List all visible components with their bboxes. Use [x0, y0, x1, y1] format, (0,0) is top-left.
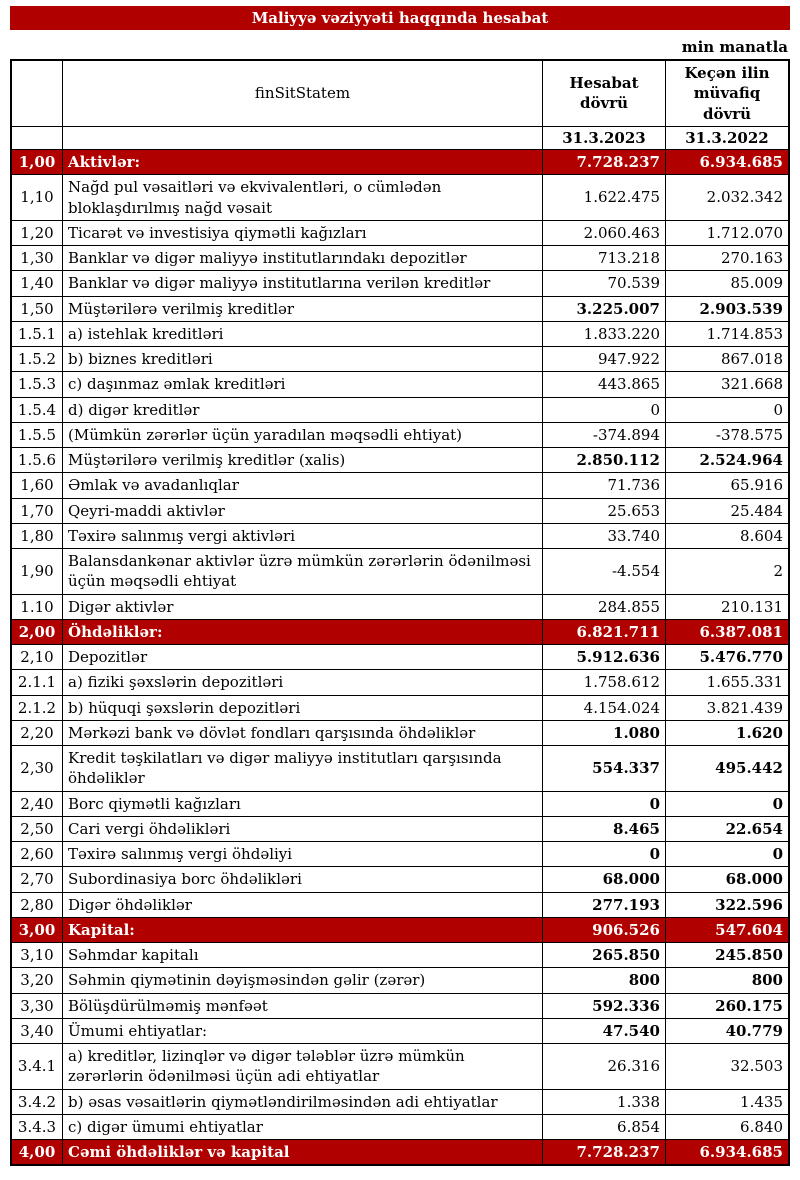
table-row: [11, 1018, 789, 1043]
row-value-prior: 22.654: [666, 816, 790, 841]
row-value-prior: 322.596: [666, 892, 790, 917]
row-code: 1,90: [11, 549, 63, 595]
row-code: 1,30: [11, 246, 63, 271]
row-value-current: 71.736: [543, 473, 666, 498]
row-value-current: 3.225.007: [543, 296, 666, 321]
row-value-prior: 0: [666, 842, 790, 867]
row-code: 2.1.1: [11, 670, 63, 695]
row-label: Banklar və digər maliyyə institutlarına verilən kreditlər: [63, 271, 543, 296]
row-value-prior: 260.175: [666, 993, 790, 1018]
row-code: 3.4.3: [11, 1114, 63, 1139]
row-value-current: 7.728.237: [543, 150, 666, 175]
table-row: [11, 594, 789, 619]
section-row: [11, 917, 789, 942]
row-code: 3,30: [11, 993, 63, 1018]
row-value-prior: 65.916: [666, 473, 790, 498]
row-value-prior: 0: [666, 791, 790, 816]
dates-row: [11, 126, 789, 149]
report-title-banner: [10, 6, 790, 30]
row-code: 1,40: [11, 271, 63, 296]
row-value-current: 277.193: [543, 892, 666, 917]
table-row: [11, 473, 789, 498]
row-code: 2.1.2: [11, 695, 63, 720]
row-code: 1.5.6: [11, 448, 63, 473]
row-code: 1,20: [11, 220, 63, 245]
report-title: Maliyyə vəziyyəti haqqında hesabat: [251, 9, 549, 27]
row-value-current: 4.154.024: [543, 695, 666, 720]
row-value-current: 26.316: [543, 1044, 666, 1090]
row-code: 3,00: [11, 917, 63, 942]
row-code: 1.5.5: [11, 422, 63, 447]
row-value-current: -374.894: [543, 422, 666, 447]
table-row: [11, 892, 789, 917]
row-label: a) istehlak kreditləri: [63, 321, 543, 346]
row-code: 1,50: [11, 296, 63, 321]
row-code: 4,00: [11, 1140, 63, 1166]
row-value-current: 47.540: [543, 1018, 666, 1043]
row-value-current: 592.336: [543, 993, 666, 1018]
table-row: [11, 296, 789, 321]
row-value-prior: 85.009: [666, 271, 790, 296]
row-value-prior: 68.000: [666, 867, 790, 892]
table-row: [11, 720, 789, 745]
table-row: [11, 1114, 789, 1139]
row-value-prior: 0: [666, 397, 790, 422]
row-label: b) hüquqi şəxslərin depozitləri: [63, 695, 543, 720]
row-label: Cari vergi öhdəlikləri: [63, 816, 543, 841]
row-label: b) əsas vəsaitlərin qiymətləndirilməsindən adi ehtiyatlar: [63, 1089, 543, 1114]
row-label: Səhmin qiymətinin dəyişməsindən gəlir (zərər): [63, 968, 543, 993]
section-row: [11, 1140, 789, 1166]
header-row: [11, 60, 789, 126]
row-value-prior: 40.779: [666, 1018, 790, 1043]
row-value-current: 0: [543, 397, 666, 422]
table-row: [11, 968, 789, 993]
row-code: 3.4.1: [11, 1044, 63, 1090]
row-value-prior: 6.934.685: [666, 150, 790, 175]
row-label: b) biznes kreditləri: [63, 347, 543, 372]
row-value-prior: -378.575: [666, 422, 790, 447]
row-value-current: 7.728.237: [543, 1140, 666, 1166]
row-value-prior: 5.476.770: [666, 645, 790, 670]
row-code: 1.10: [11, 594, 63, 619]
statement-column-header: finSitStatem: [63, 60, 543, 126]
row-label: Cəmi öhdəliklər və kapital: [63, 1140, 543, 1166]
table-row: [11, 1089, 789, 1114]
row-value-current: 0: [543, 791, 666, 816]
row-value-prior: 2: [666, 549, 790, 595]
table-row: [11, 746, 789, 792]
table-row: [11, 347, 789, 372]
row-value-prior: 1.714.853: [666, 321, 790, 346]
row-value-prior: 1.435: [666, 1089, 790, 1114]
row-value-prior: 270.163: [666, 246, 790, 271]
row-label: Mərkəzi bank və dövlət fondları qarşısında öhdəliklər: [63, 720, 543, 745]
row-code: 2,60: [11, 842, 63, 867]
row-code: 1,60: [11, 473, 63, 498]
row-code: 1,80: [11, 523, 63, 548]
row-label: a) fiziki şəxslərin depozitləri: [63, 670, 543, 695]
row-value-prior: 3.821.439: [666, 695, 790, 720]
table-row: [11, 670, 789, 695]
section-row: [11, 150, 789, 175]
table-body: [11, 150, 789, 1166]
row-value-current: 6.854: [543, 1114, 666, 1139]
row-value-prior: 547.604: [666, 917, 790, 942]
row-label: Təxirə salınmış vergi aktivləri: [63, 523, 543, 548]
row-label: d) digər kreditlər: [63, 397, 543, 422]
row-code: 1,10: [11, 175, 63, 221]
row-value-prior: 6.387.081: [666, 619, 790, 644]
row-value-current: 68.000: [543, 867, 666, 892]
row-label: Banklar və digər maliyyə institutlarındakı depozitlər: [63, 246, 543, 271]
row-code: 1.5.4: [11, 397, 63, 422]
row-value-current: 713.218: [543, 246, 666, 271]
table-row: [11, 498, 789, 523]
row-label: Bölüşdürülməmiş mənfəət: [63, 993, 543, 1018]
table-row: [11, 321, 789, 346]
row-value-current: 5.912.636: [543, 645, 666, 670]
row-value-prior: 800: [666, 968, 790, 993]
code-column-header: [11, 60, 63, 126]
table-row: [11, 271, 789, 296]
row-value-prior: 321.668: [666, 372, 790, 397]
row-label: Ümumi ehtiyatlar:: [63, 1018, 543, 1043]
row-code: 2,70: [11, 867, 63, 892]
row-value-current: 1.622.475: [543, 175, 666, 221]
table-row: [11, 695, 789, 720]
row-code: 3,10: [11, 943, 63, 968]
unit-note: min manatla: [681, 38, 788, 56]
row-value-current: -4.554: [543, 549, 666, 595]
table-row: [11, 867, 789, 892]
table-row: [11, 246, 789, 271]
table-row: [11, 549, 789, 595]
row-value-prior: 210.131: [666, 594, 790, 619]
row-value-current: 1.338: [543, 1089, 666, 1114]
row-label: (Mümkün zərərlər üçün yaradılan məqsədli ehtiyat): [63, 422, 543, 447]
table-row: [11, 1044, 789, 1090]
row-label: Depozitlər: [63, 645, 543, 670]
row-label: c) daşınmaz əmlak kreditləri: [63, 372, 543, 397]
row-value-current: 8.465: [543, 816, 666, 841]
row-code: 3,20: [11, 968, 63, 993]
row-code: 1,70: [11, 498, 63, 523]
code-date-cell: [11, 126, 63, 149]
row-label: Digər aktivlər: [63, 594, 543, 619]
row-value-prior: 495.442: [666, 746, 790, 792]
row-code: 1.5.2: [11, 347, 63, 372]
row-value-current: 6.821.711: [543, 619, 666, 644]
row-label: Ticarət və investisiya qiymətli kağızları: [63, 220, 543, 245]
row-label: Təxirə salınmış vergi öhdəliyi: [63, 842, 543, 867]
row-value-prior: 1.655.331: [666, 670, 790, 695]
row-value-prior: 8.604: [666, 523, 790, 548]
row-value-current: 947.922: [543, 347, 666, 372]
table-row: [11, 523, 789, 548]
row-value-prior: 25.484: [666, 498, 790, 523]
row-value-current: 554.337: [543, 746, 666, 792]
row-value-prior: 6.840: [666, 1114, 790, 1139]
row-value-current: 265.850: [543, 943, 666, 968]
row-value-current: 1.080: [543, 720, 666, 745]
row-label: Borc qiymətli kağızları: [63, 791, 543, 816]
current-date: 31.3.2023: [543, 126, 666, 149]
row-value-current: 443.865: [543, 372, 666, 397]
table-row: [11, 175, 789, 221]
row-code: 1.5.1: [11, 321, 63, 346]
table-row: [11, 422, 789, 447]
table-row: [11, 372, 789, 397]
row-value-prior: 6.934.685: [666, 1140, 790, 1166]
row-code: 2,50: [11, 816, 63, 841]
prior-date: 31.3.2022: [666, 126, 790, 149]
prior-period-header: Keçən ilin müvafiq dövrü: [666, 60, 790, 126]
row-value-prior: 1.620: [666, 720, 790, 745]
section-row: [11, 619, 789, 644]
row-label: Müştərilərə verilmiş kreditlər (xalis): [63, 448, 543, 473]
row-label: Aktivlər:: [63, 150, 543, 175]
table-header: [11, 60, 789, 150]
financial-statement-table: [10, 59, 790, 1166]
row-label: a) kreditlər, lizinqlər və digər tələblər üzrə mümkün zərərlərin ödənilməsi üçün adi ehtiyatlar: [63, 1044, 543, 1090]
table-row: [11, 791, 789, 816]
row-label: Digər öhdəliklər: [63, 892, 543, 917]
row-value-prior: 2.524.964: [666, 448, 790, 473]
row-label: Öhdəliklər:: [63, 619, 543, 644]
row-label: Əmlak və avadanlıqlar: [63, 473, 543, 498]
row-value-current: 0: [543, 842, 666, 867]
row-value-current: 906.526: [543, 917, 666, 942]
row-value-prior: 867.018: [666, 347, 790, 372]
row-label: Balansdankənar aktivlər üzrə mümkün zərərlərin ödənilməsi üçün məqsədli ehtiyat: [63, 549, 543, 595]
row-value-current: 2.850.112: [543, 448, 666, 473]
row-label: Səhmdar kapitalı: [63, 943, 543, 968]
row-value-prior: 245.850: [666, 943, 790, 968]
row-label: Kredit təşkilatları və digər maliyyə institutları qarşısında öhdəliklər: [63, 746, 543, 792]
row-value-current: 33.740: [543, 523, 666, 548]
row-value-current: 800: [543, 968, 666, 993]
row-code: 3.4.2: [11, 1089, 63, 1114]
row-value-prior: 2.032.342: [666, 175, 790, 221]
row-code: 2,20: [11, 720, 63, 745]
row-label: Kapital:: [63, 917, 543, 942]
row-code: 1.5.3: [11, 372, 63, 397]
table-row: [11, 842, 789, 867]
row-value-prior: 2.903.539: [666, 296, 790, 321]
row-code: 2,00: [11, 619, 63, 644]
row-value-current: 1.833.220: [543, 321, 666, 346]
row-label: Nağd pul vəsaitləri və ekvivalentləri, o cümlədən bloklaşdırılmış nağd vəsait: [63, 175, 543, 221]
table-row: [11, 397, 789, 422]
row-code: 2,80: [11, 892, 63, 917]
row-value-current: 70.539: [543, 271, 666, 296]
row-value-current: 284.855: [543, 594, 666, 619]
row-value-current: 1.758.612: [543, 670, 666, 695]
table-row: [11, 220, 789, 245]
row-code: 2,40: [11, 791, 63, 816]
row-label: Subordinasiya borc öhdəlikləri: [63, 867, 543, 892]
row-value-current: 25.653: [543, 498, 666, 523]
row-value-prior: 1.712.070: [666, 220, 790, 245]
current-period-header: Hesabat dövrü: [543, 60, 666, 126]
table-row: [11, 943, 789, 968]
row-label: c) digər ümumi ehtiyatlar: [63, 1114, 543, 1139]
row-label: Müştərilərə verilmiş kreditlər: [63, 296, 543, 321]
table-row: [11, 993, 789, 1018]
row-code: 3,40: [11, 1018, 63, 1043]
row-code: 1,00: [11, 150, 63, 175]
row-value-current: 2.060.463: [543, 220, 666, 245]
table-row: [11, 645, 789, 670]
row-value-prior: 32.503: [666, 1044, 790, 1090]
row-label: Qeyri-maddi aktivlər: [63, 498, 543, 523]
statement-date-cell: [63, 126, 543, 149]
row-code: 2,10: [11, 645, 63, 670]
table-row: [11, 448, 789, 473]
table-row: [11, 816, 789, 841]
row-code: 2,30: [11, 746, 63, 792]
